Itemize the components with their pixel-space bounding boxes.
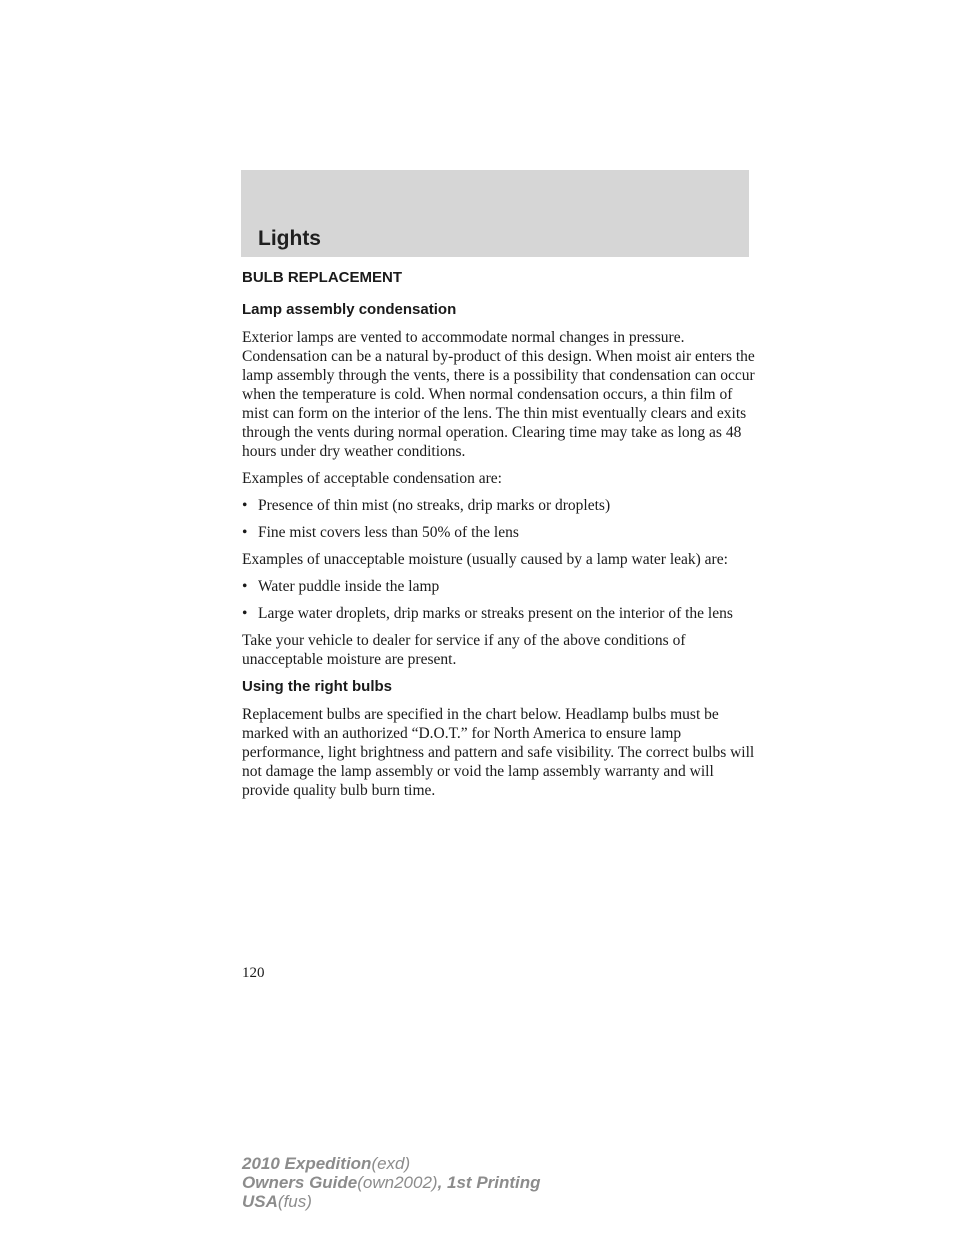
footer-line-guide: Owners Guide(own2002), 1st Printing bbox=[242, 1173, 541, 1192]
section-title: Lights bbox=[258, 227, 321, 250]
list-item-text: Water puddle inside the lamp bbox=[258, 578, 440, 595]
bullet-icon: • bbox=[242, 578, 248, 595]
page-heading: BULB REPLACEMENT bbox=[242, 269, 402, 286]
paragraph-condensation: Exterior lamps are vented to accommodate normal changes in pressure. Condensation can be a natural by-product of this design. When moist air enters the lamp assembly through the vents, there is a possibility that condensation can occur when the temperature is cold. When normal condensation occurs, a thin film of mist can form on the interior of the lens. The thin mist eventually clears and exits through the vents during normal operation. Clearing time may take as long as 48 hours under dry weather conditions. bbox=[242, 329, 755, 460]
footer-line-model: 2010 Expedition(exd) bbox=[242, 1154, 411, 1173]
paragraph-service: Take your vehicle to dealer for service if any of the above conditions of unacceptable moisture are present. bbox=[242, 632, 686, 668]
acceptable-intro: Examples of acceptable condensation are: bbox=[242, 470, 502, 487]
section-header-band bbox=[241, 170, 749, 257]
bullet-icon: • bbox=[242, 524, 248, 541]
bullet-icon: • bbox=[242, 497, 248, 514]
list-item bbox=[242, 604, 762, 623]
list-item bbox=[242, 496, 762, 515]
print-footer bbox=[242, 1154, 541, 1211]
page-content bbox=[242, 268, 762, 808]
acceptable-list bbox=[242, 496, 762, 542]
list-item bbox=[242, 523, 762, 542]
footer-line-region: USA(fus) bbox=[242, 1192, 312, 1211]
subheading-lamp-condensation: Lamp assembly condensation bbox=[242, 301, 457, 318]
list-item-text: Fine mist covers less than 50% of the lens bbox=[258, 524, 519, 541]
bullet-icon: • bbox=[242, 605, 248, 622]
unacceptable-intro: Examples of unacceptable moisture (usually caused by a lamp water leak) are: bbox=[242, 551, 728, 568]
page-number: 120 bbox=[242, 965, 265, 981]
subheading-right-bulbs: Using the right bulbs bbox=[242, 678, 392, 695]
paragraph-bulbs: Replacement bulbs are specified in the chart below. Headlamp bulbs must be marked with an authorized “D.O.T.” for North America to ensure lamp performance, light brightness and pattern and safe visibility. The correct bulbs will not damage the lamp assembly or void the lamp assembly warranty and will provide quality bulb burn time. bbox=[242, 706, 755, 799]
list-item bbox=[242, 577, 762, 596]
unacceptable-list bbox=[242, 577, 762, 623]
list-item-text: Large water droplets, drip marks or streaks present on the interior of the lens bbox=[258, 605, 733, 622]
list-item-text: Presence of thin mist (no streaks, drip marks or droplets) bbox=[258, 497, 611, 514]
